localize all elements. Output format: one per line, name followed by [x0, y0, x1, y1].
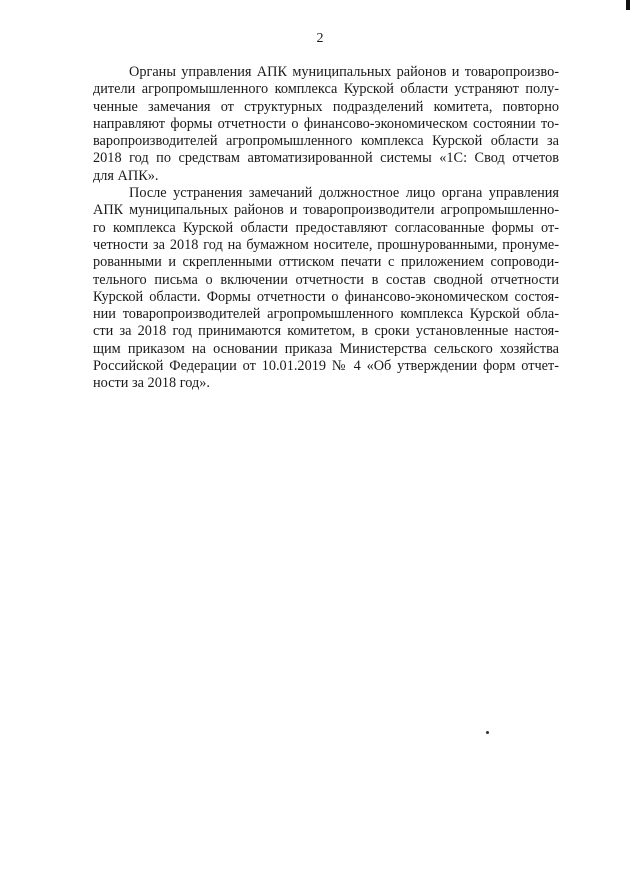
- paragraph-line: дители агропромышленного комплекса Курской области устраняют полу-: [93, 81, 559, 98]
- paragraph-line: направляют формы отчетности о финансово-экономическом состоянии то-: [93, 115, 559, 132]
- page-number: 2: [316, 31, 324, 46]
- paragraph-line: тельного письма о включении отчетности в состав сводной отчетности: [93, 271, 559, 288]
- paragraph-line: рованными и скрепленными оттиском печати с приложением сопроводи-: [93, 254, 559, 271]
- scan-speck: [486, 731, 489, 734]
- paragraph-line: ченные замечания от структурных подразделений комитета, повторно: [93, 98, 559, 115]
- paragraph-1: [93, 64, 559, 185]
- paragraph-line: варопроизводителей агропромышленного комплекса Курской области за: [93, 133, 559, 150]
- paragraph-line: АПК муниципальных районов и товаропроизводители агропромышленно-: [93, 202, 559, 219]
- paragraph-line: После устранения замечаний должностное лицо органа управления: [129, 185, 559, 202]
- paragraph-line: сти за 2018 год принимаются комитетом, в сроки установленные настоя-: [93, 323, 559, 340]
- paragraph-line: Российской Федерации от 10.01.2019 № 4 «Об утверждении форм отчет-: [93, 358, 559, 375]
- paragraph-line: Органы управления АПК муниципальных районов и товаропроизво-: [129, 64, 559, 80]
- scan-corner-mark: [626, 0, 630, 10]
- paragraph-line: нии товаропроизводителей агропромышленного комплекса Курской обла-: [93, 306, 559, 323]
- paragraph-line: ности за 2018 год».: [93, 375, 210, 392]
- paragraph-line: го комплекса Курской области предоставляют согласованные формы от-: [93, 219, 559, 236]
- paragraph-line: Курской области. Формы отчетности о финансово-экономическом состоя-: [93, 288, 559, 305]
- document-body: [93, 64, 559, 393]
- paragraph-line: 2018 год по средствам автоматизированной системы «1С: Свод отчетов: [93, 150, 559, 167]
- paragraph-line: четности за 2018 год на бумажном носителе, прошнурованными, пронуме-: [93, 236, 559, 253]
- paragraph-line: для АПК».: [93, 167, 159, 184]
- paragraph-2: [93, 185, 559, 393]
- paragraph-line: щим приказом на основании приказа Министерства сельского хозяйства: [93, 340, 559, 357]
